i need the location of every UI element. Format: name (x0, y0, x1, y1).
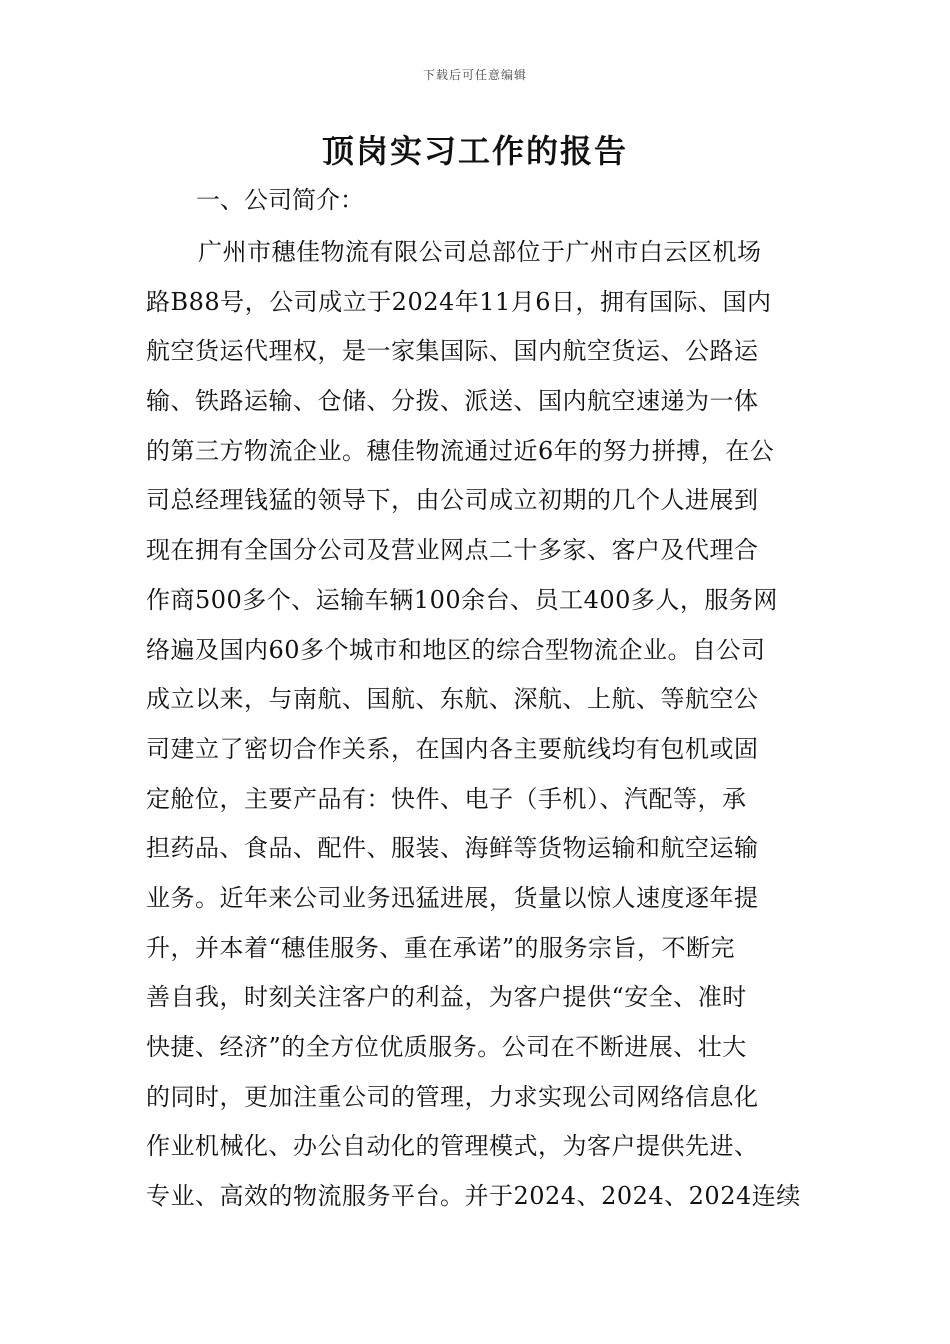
paragraph-line: 航空货运代理权，是一家集国际、国内航空货运、公路运 (146, 337, 759, 366)
paragraph-line: 成立以来，与南航、国航、东航、深航、上航、等航空公 (146, 685, 759, 714)
paragraph-line: 作商500多个、运输车辆100余台、员工400多人，服务网 (146, 585, 778, 614)
paragraph-line: 输、铁路运输、仓储、分拨、派送、国内航空速递为一体 (146, 387, 759, 416)
paragraph-line: 的第三方物流企业。穗佳物流通过近6年的努力拼搏，在公 (146, 436, 775, 465)
body-paragraph (146, 228, 812, 1222)
paragraph-line: 广州市穗佳物流有限公司总部位于广州市白云区机场 (198, 238, 762, 266)
paragraph-line: 业务。近年来公司业务迅猛进展，货量以惊人速度逐年提 (146, 883, 759, 912)
paragraph-line: 善自我，时刻关注客户的利益，为客户提供“安全、准时 (146, 983, 747, 1012)
header-note: 下载后可任意编辑 (422, 68, 527, 82)
paragraph-line: 作业机械化、办公自动化的管理模式，为客户提供先进、 (146, 1132, 759, 1161)
paragraph-line: 现在拥有全国分公司及营业网点二十多家、客户及代理合 (146, 536, 759, 565)
paragraph-line: 专业、高效的物流服务平台。并于2024、2024、2024连续 (146, 1182, 801, 1211)
paragraph-line: 路B88号，公司成立于2024年11月6日，拥有国际、国内 (146, 287, 772, 316)
section-heading: 一、公司简介： (196, 186, 364, 214)
paragraph-line: 络遍及国内60多个城市和地区的综合型物流企业。自公司 (146, 635, 766, 664)
paragraph-line: 定舱位，主要产品有：快件、电子（手机）、汽配等，承 (146, 784, 747, 813)
paragraph-line: 升，并本着“穗佳服务、重在承诺”的服务宗旨，不断完 (146, 933, 736, 962)
paragraph-line: 的同时，更加注重公司的管理，力求实现公司网络信息化 (146, 1082, 759, 1111)
paragraph-line: 司建立了密切合作关系，在国内各主要航线均有包机或固 (146, 734, 759, 763)
document-title: 顶岗实习工作的报告 (321, 132, 628, 170)
paragraph-line: 司总经理钱猛的领导下，由公司成立初期的几个人进展到 (146, 486, 759, 515)
paragraph-line: 担药品、食品、配件、服装、海鲜等货物运输和航空运输 (146, 834, 759, 863)
paragraph-line: 快捷、经济”的全方位优质服务。公司在不断进展、壮大 (146, 1033, 747, 1061)
